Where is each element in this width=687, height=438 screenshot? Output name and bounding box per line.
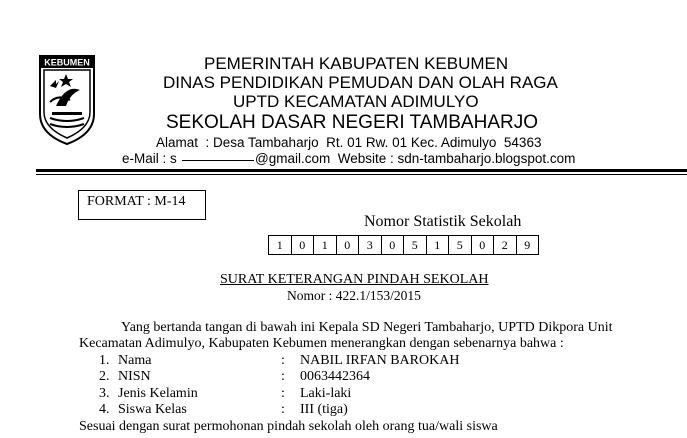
nss-digit-cell: 5 bbox=[403, 235, 427, 255]
field-3-value: Laki-laki bbox=[300, 386, 352, 401]
nss-digit-cell: 9 bbox=[516, 235, 540, 255]
paragraph-line-2: Kecamatan Adimulyo, Kabupaten Kebumen menerangkan dengan sebenarnya bahwa : bbox=[79, 336, 564, 351]
kebumen-regency-emblem bbox=[36, 54, 98, 146]
field-2-number: 2. bbox=[99, 369, 110, 384]
letterhead-line-3: UPTD KECAMATAN ADIMULYO bbox=[233, 92, 479, 111]
closing-line: Sesuai dengan surat permohonan pindah sekolah oleh orang tua/wali siswa bbox=[79, 419, 498, 434]
letterhead-divider-thick bbox=[36, 169, 687, 172]
format-code: FORMAT : M-14 bbox=[87, 194, 186, 209]
nss-digit-cell: 2 bbox=[493, 235, 517, 255]
field-4-number: 4. bbox=[99, 402, 110, 417]
field-1-number: 1. bbox=[99, 353, 110, 368]
email-label: e-Mail : s bbox=[122, 151, 177, 166]
nss-digit-cell: 0 bbox=[336, 235, 360, 255]
nss-digit-cell: 1 bbox=[268, 235, 292, 255]
field-1-value: NABIL IRFAN BAROKAH bbox=[300, 353, 460, 368]
letter-title: SURAT KETERANGAN PINDAH SEKOLAH bbox=[220, 272, 489, 287]
field-4-label: Siswa Kelas bbox=[118, 402, 187, 417]
nss-digit-cell: 1 bbox=[426, 235, 450, 255]
field-4-value: III (tiga) bbox=[300, 402, 348, 417]
field-2-label: NISN bbox=[118, 369, 151, 384]
letterhead-line-2: DINAS PENDIDIKAN PEMUDAN DAN OLAH RAGA bbox=[163, 73, 558, 92]
field-2-value: 0063442364 bbox=[300, 369, 370, 384]
nss-digit-cell: 0 bbox=[381, 235, 405, 255]
email-website: @gmail.com Website : sdn-tambaharjo.blogspot.com bbox=[255, 151, 576, 166]
email-redacted bbox=[182, 160, 254, 161]
field-3-separator: : bbox=[281, 386, 285, 401]
school-address: Alamat : Desa Tambaharjo Rt. 01 Rw. 01 Kec. Adimulyo 54363 bbox=[156, 135, 542, 150]
school-name: SEKOLAH DASAR NEGERI TAMBAHARJO bbox=[166, 112, 538, 133]
field-1-separator: : bbox=[281, 353, 285, 368]
nss-digit-cell: 5 bbox=[448, 235, 472, 255]
nss-digit-cell: 1 bbox=[313, 235, 337, 255]
field-3-number: 3. bbox=[99, 386, 110, 401]
paragraph-line-1: Yang bertanda tangan di bawah ini Kepala SD Negeri Tambaharjo, UPTD Dikpora Unit bbox=[121, 320, 613, 335]
field-2-separator: : bbox=[281, 369, 285, 384]
field-3-label: Jenis Kelamin bbox=[118, 386, 198, 401]
nss-label: Nomor Statistik Sekolah bbox=[364, 213, 522, 230]
nss-digit-cell: 0 bbox=[291, 235, 315, 255]
emblem-text: KEBUMEN bbox=[44, 57, 90, 68]
letterhead-divider-thin bbox=[36, 174, 687, 175]
nss-digit-cell: 3 bbox=[358, 235, 382, 255]
field-1-label: Nama bbox=[118, 353, 152, 368]
letter-number: Nomor : 422.1/153/2015 bbox=[287, 288, 421, 303]
letterhead-line-1: PEMERINTAH KABUPATEN KEBUMEN bbox=[204, 54, 509, 73]
nss-digit-grid bbox=[269, 235, 539, 255]
field-4-separator: : bbox=[281, 402, 285, 417]
nss-digit-cell: 0 bbox=[471, 235, 495, 255]
